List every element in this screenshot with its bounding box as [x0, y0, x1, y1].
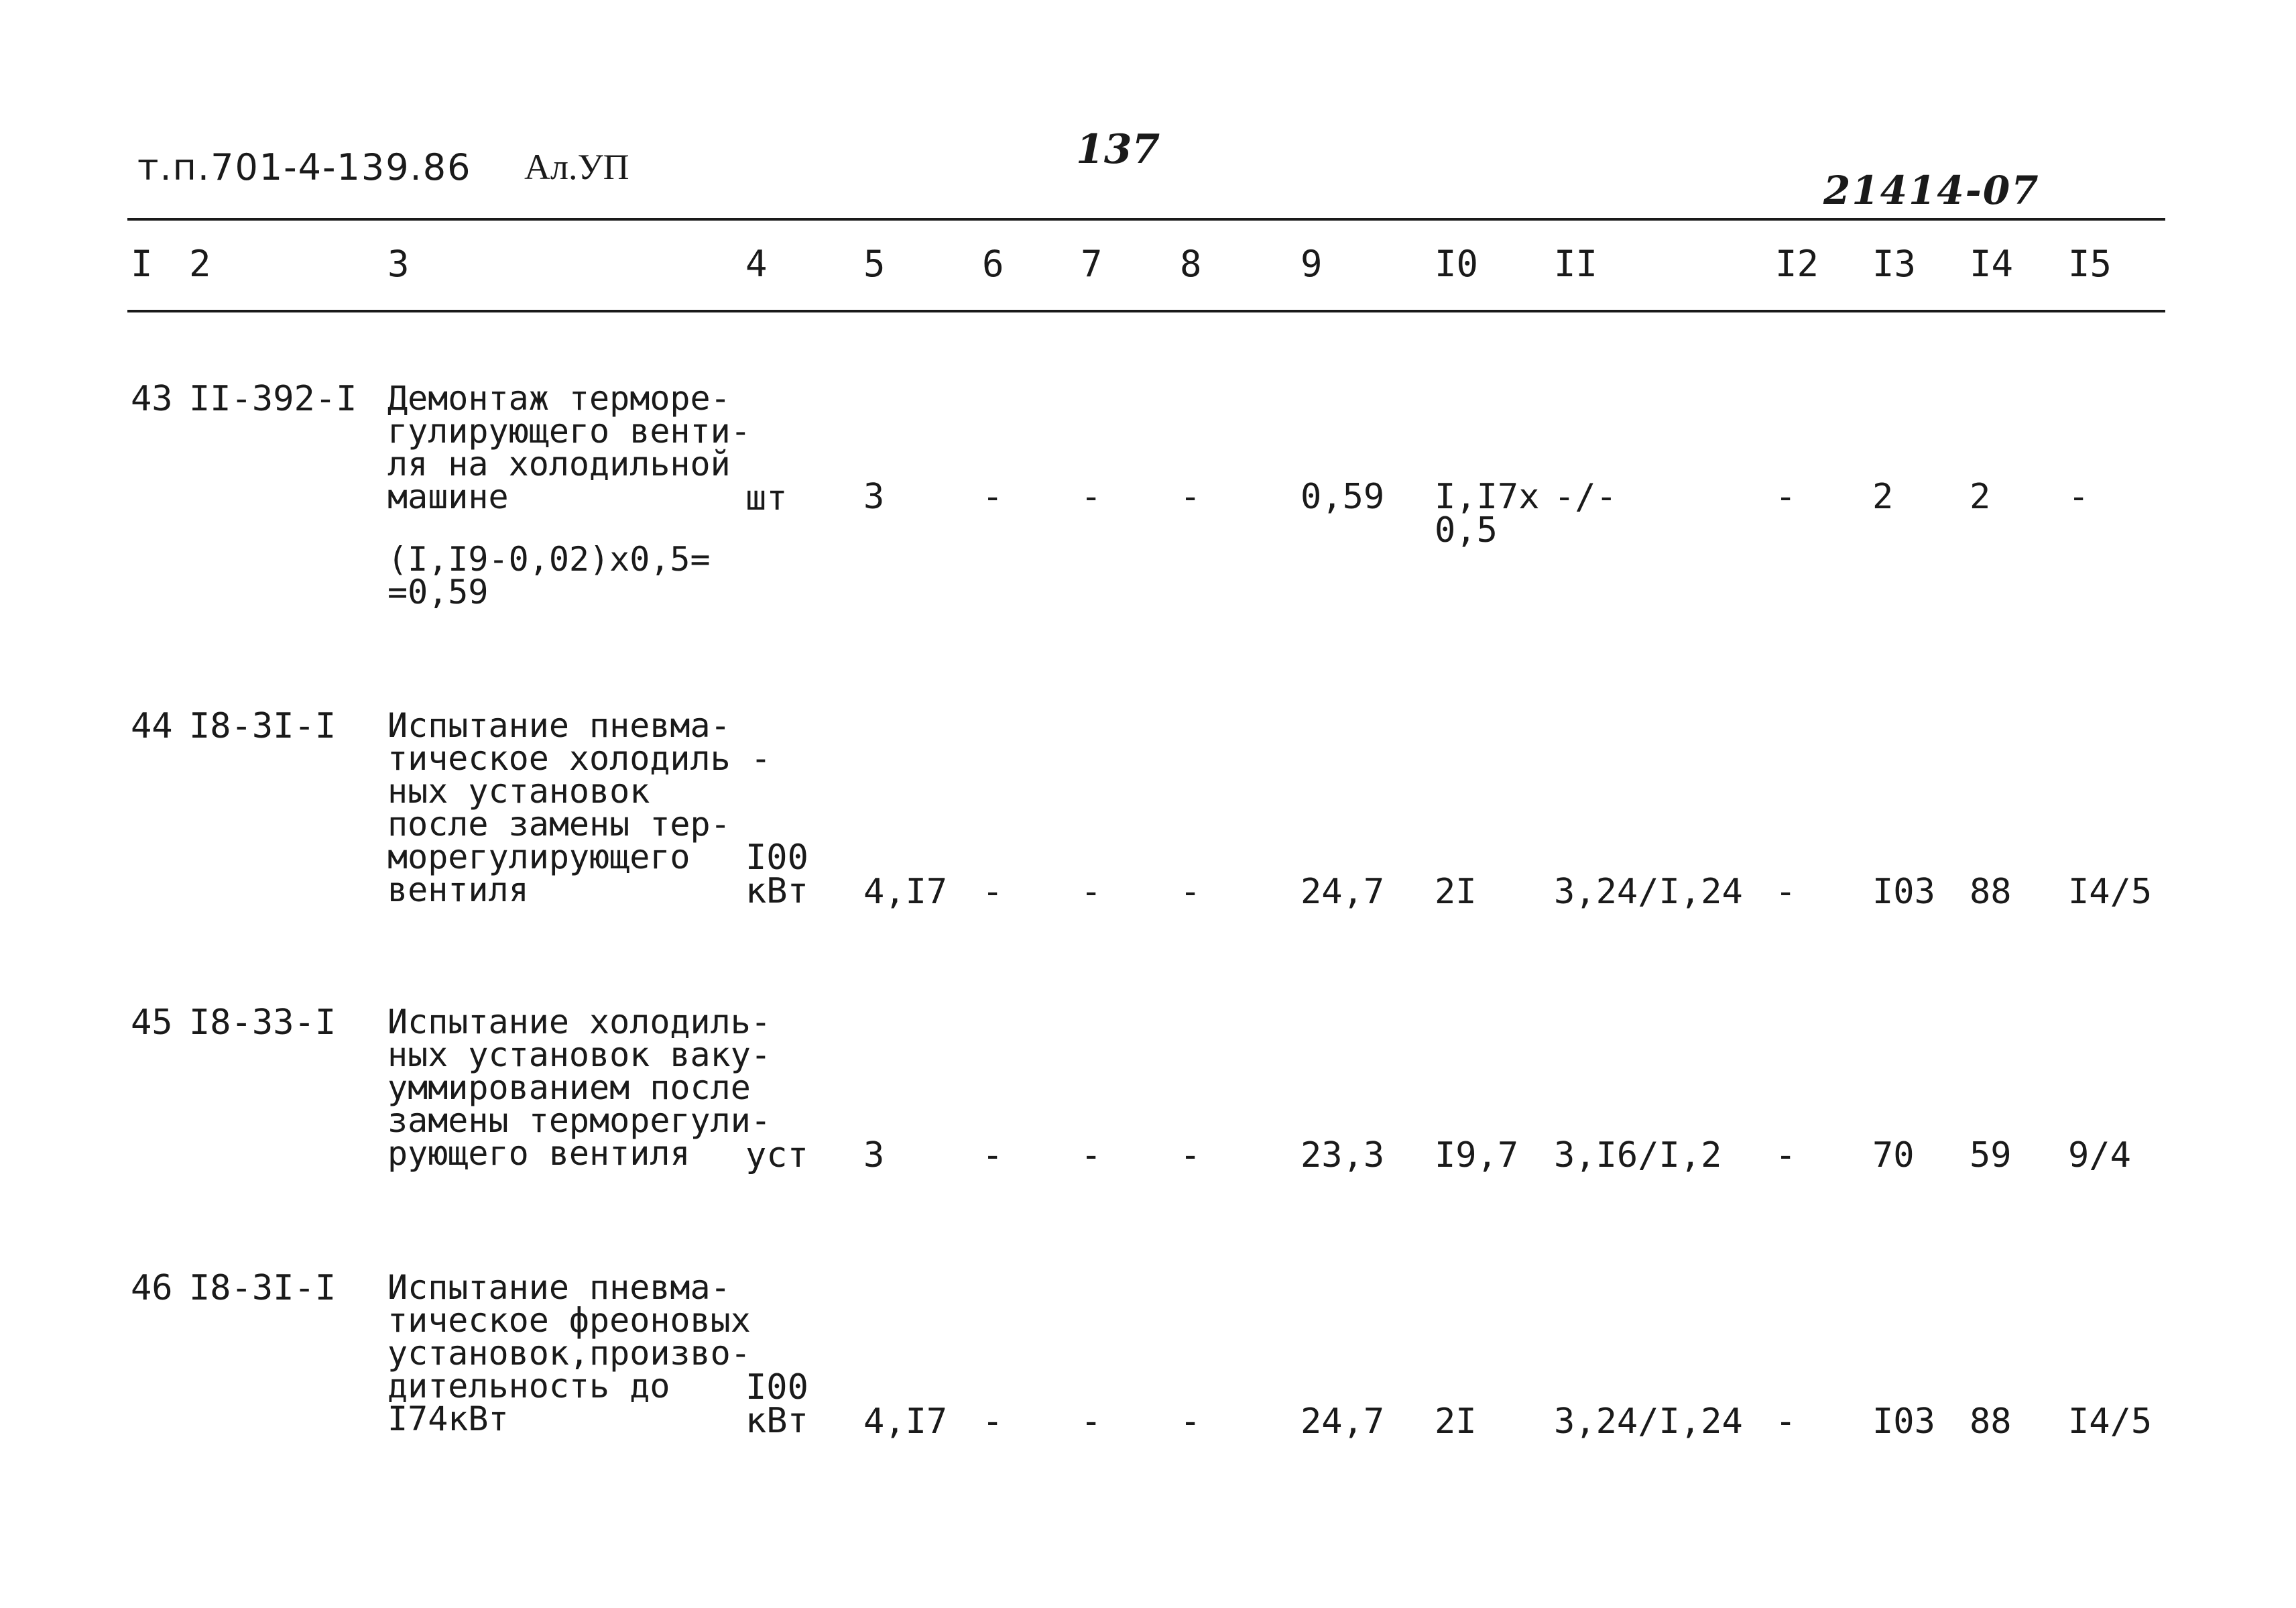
row-unit: шт [745, 478, 788, 518]
row-col12: - [1775, 1401, 1797, 1442]
row-col6: - [982, 872, 1004, 912]
row-col7: - [1081, 872, 1102, 912]
document-number: т.п.701-4-139.86 [137, 146, 472, 188]
row-col10: I,I7x 0,5 [1435, 477, 1540, 551]
row-col13: I03 [1872, 872, 1935, 912]
column-header-5: 5 [863, 243, 886, 285]
row-col12: - [1775, 477, 1797, 517]
row-unit: I00 кВт [745, 838, 808, 911]
column-header-10: I0 [1435, 243, 1479, 285]
row-description: Испытание пневма- тическое фреоновых установок,произво- дительность до I74кВт [387, 1268, 751, 1438]
row-col11: -/- [1554, 477, 1617, 517]
row-description: Демонтаж терморе- гулирующего венти- ля на холодильной машине [387, 379, 751, 516]
row-number: 43 [131, 379, 173, 419]
row-unit: I00 кВт [745, 1367, 808, 1441]
row-number: 46 [131, 1268, 173, 1308]
row-formula: (I,I9-0,02)x0,5= =0,59 [387, 540, 711, 612]
row-col13: 70 [1872, 1135, 1915, 1175]
row-description: Испытание холодиль- ных установок ваку- уммированием после замены терморегули- рующего вентиля [387, 1002, 771, 1173]
header-bottom-rule [127, 310, 2165, 312]
row-col8: - [1180, 1401, 1201, 1442]
column-header-1: I [131, 243, 153, 285]
row-col5: 4,I7 [863, 1401, 948, 1442]
row-col11: 3,I6/I,2 [1554, 1135, 1722, 1175]
row-col10: I9,7 [1435, 1135, 1519, 1175]
row-col6: - [982, 1401, 1004, 1442]
row-col7: - [1081, 1135, 1102, 1175]
row-col6: - [982, 477, 1004, 517]
row-col11: 3,24/I,24 [1554, 872, 1743, 912]
album-number: Ал.УП [524, 147, 629, 187]
row-col13: I03 [1872, 1401, 1935, 1442]
row-col5: 3 [863, 477, 885, 517]
row-number: 44 [131, 706, 173, 746]
row-col6: - [982, 1135, 1004, 1175]
row-code: I8-3I-I [189, 1268, 337, 1308]
column-header-6: 6 [982, 243, 1004, 285]
column-header-14: I4 [1970, 243, 2014, 285]
row-col7: - [1081, 477, 1102, 517]
row-col12: - [1775, 872, 1797, 912]
row-col14: 88 [1970, 872, 2012, 912]
row-col10: 2I [1435, 1401, 1477, 1442]
row-col15: 9/4 [2068, 1135, 2131, 1175]
row-col12: - [1775, 1135, 1797, 1175]
row-col10: 2I [1435, 872, 1477, 912]
row-col15: - [2068, 477, 2090, 517]
column-header-15: I5 [2068, 243, 2112, 285]
column-header-8: 8 [1180, 243, 1202, 285]
row-col5: 3 [863, 1135, 885, 1175]
row-col8: - [1180, 1135, 1201, 1175]
column-header-4: 4 [745, 243, 768, 285]
row-col13: 2 [1872, 477, 1894, 517]
header-top-rule [127, 218, 2165, 221]
document-code: 21414-07 [1823, 168, 2040, 213]
column-header-7: 7 [1081, 243, 1103, 285]
row-code: II-392-I [189, 379, 357, 419]
column-header-9: 9 [1301, 243, 1323, 285]
row-code: I8-3I-I [189, 706, 337, 746]
column-header-12: I2 [1775, 243, 1819, 285]
row-col8: - [1180, 872, 1201, 912]
column-header-11: II [1554, 243, 1598, 285]
row-col5: 4,I7 [863, 872, 948, 912]
row-col9: 0,59 [1301, 477, 1385, 517]
row-unit: уст [745, 1135, 808, 1175]
row-code: I8-33-I [189, 1002, 337, 1043]
row-col14: 88 [1970, 1401, 2012, 1442]
column-header-13: I3 [1872, 243, 1917, 285]
column-header-2: 2 [189, 243, 211, 285]
row-col15: I4/5 [2068, 1401, 2153, 1442]
row-col9: 23,3 [1301, 1135, 1385, 1175]
column-header-3: 3 [387, 243, 410, 285]
row-col7: - [1081, 1401, 1102, 1442]
row-col8: - [1180, 477, 1201, 517]
row-col14: 2 [1970, 477, 1991, 517]
row-col9: 24,7 [1301, 1401, 1385, 1442]
row-col9: 24,7 [1301, 872, 1385, 912]
row-number: 45 [131, 1002, 173, 1043]
row-col11: 3,24/I,24 [1554, 1401, 1743, 1442]
row-col15: I4/5 [2068, 872, 2153, 912]
row-description: Испытание пневма- тическое холодиль - ных установок после замены тер- морегулирующего вентиля [387, 706, 771, 909]
page-number: 137 [1076, 126, 1160, 173]
row-col14: 59 [1970, 1135, 2012, 1175]
